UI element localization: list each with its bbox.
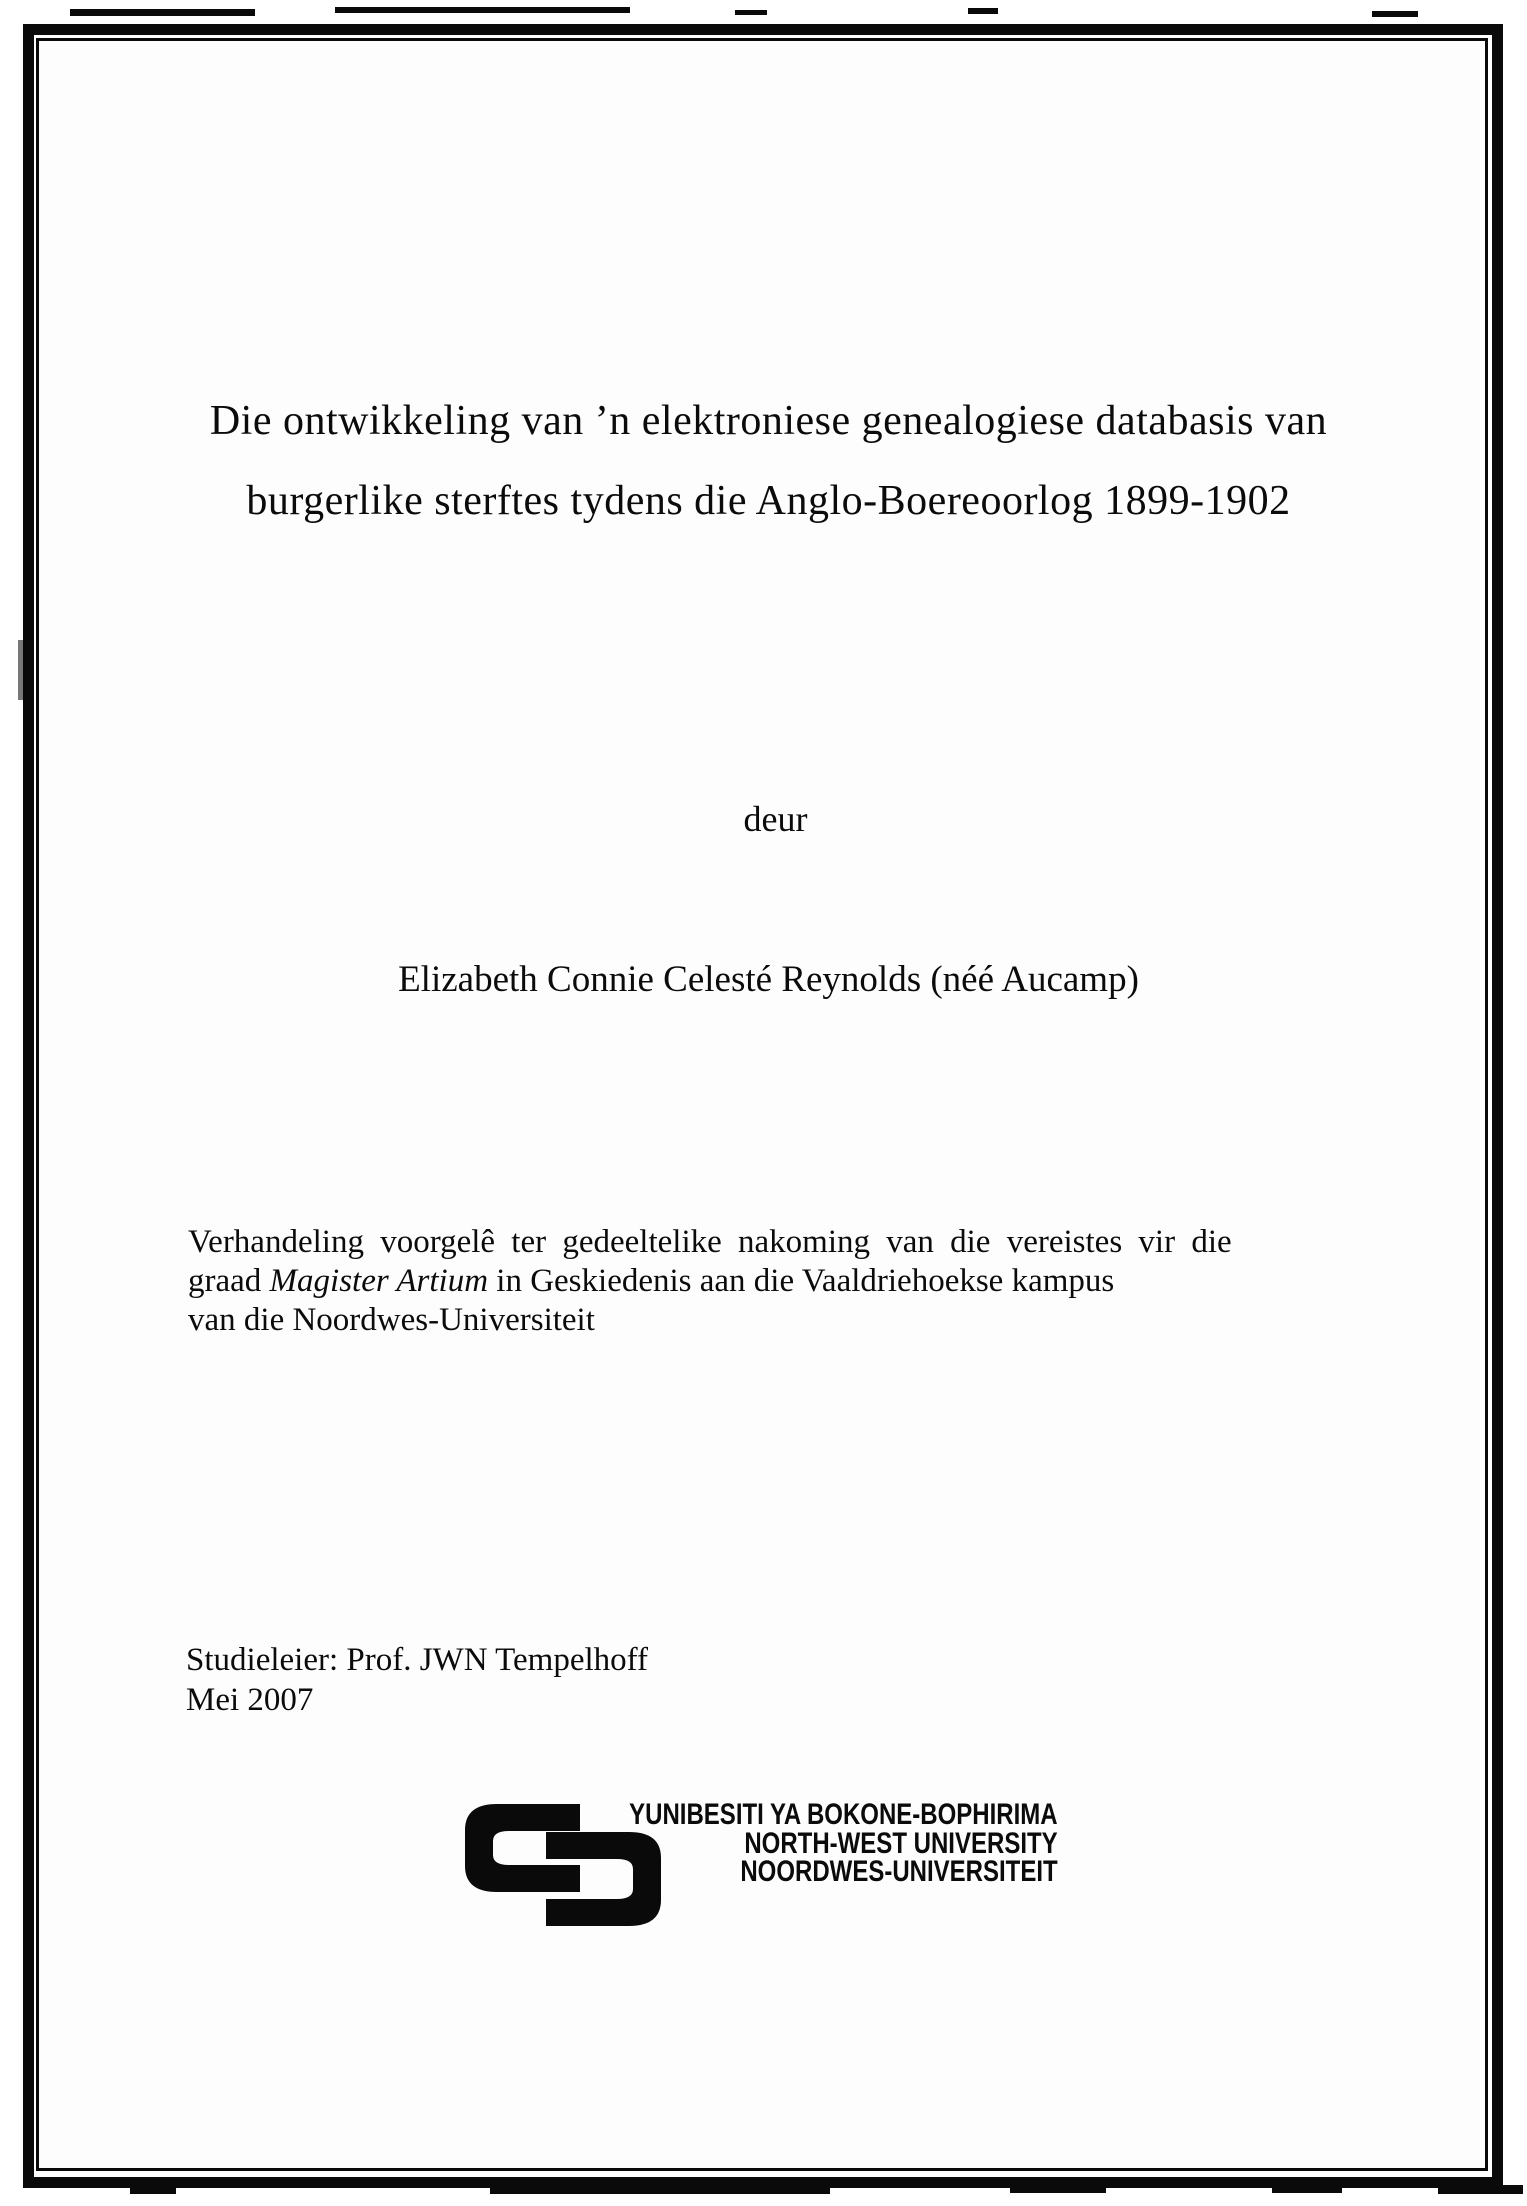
university-logo-text: [585, 1800, 1058, 1890]
logo-name-afrikaans: NOORDWES-UNIVERSITEIT: [740, 1855, 1058, 1888]
scan-artifact: [1272, 2187, 1342, 2193]
scan-artifact: [335, 7, 630, 13]
date-line: Mei 2007: [186, 1682, 314, 1718]
scan-artifact: [130, 2188, 176, 2194]
submission-line3: van die Noordwes-Universiteit: [188, 1302, 595, 1338]
scan-artifact: [1372, 11, 1418, 17]
degree-name: Magister Artium: [269, 1263, 489, 1299]
submission-line1: Verhandeling voorgelê ter gedeeltelike nakoming van die vereistes vir die: [188, 1224, 1232, 1260]
supervisor-block: [186, 1640, 648, 1720]
author-name: Elizabeth Connie Celesté Reynolds (néé Aucamp): [398, 959, 1139, 1000]
scan-artifact: [1010, 2186, 1106, 2193]
supervisor-line: Studieleier: Prof. JWN Tempelhoff: [186, 1642, 649, 1678]
scan-artifact: [968, 8, 998, 14]
scan-artifact: [70, 9, 255, 16]
byline-label: deur: [743, 799, 808, 839]
submission-line2-prefix: graad: [188, 1263, 270, 1299]
thesis-title-line2: burgerlike sterftes tydens die Anglo-Boereoorlog 1899-1902: [246, 478, 1291, 524]
scan-artifact: [735, 10, 767, 15]
thesis-title-line1: Die ontwikkeling van ’n elektroniese genealogiese databasis van: [209, 398, 1328, 444]
submission-paragraph: [188, 1223, 1330, 1340]
submission-line2-suffix: in Geskiedenis aan die Vaaldriehoekse kampus: [488, 1263, 1115, 1299]
scan-artifact: [18, 640, 27, 700]
scan-artifact: [490, 2186, 830, 2194]
logo-name-setswana: YUNIBESITI YA BOKONE-BOPHIRIMA: [629, 1798, 1058, 1831]
logo-name-english: NORTH-WEST UNIVERSITY: [744, 1827, 1058, 1860]
scan-artifact: [1438, 2185, 1523, 2194]
submission-line2: [188, 1262, 1330, 1301]
